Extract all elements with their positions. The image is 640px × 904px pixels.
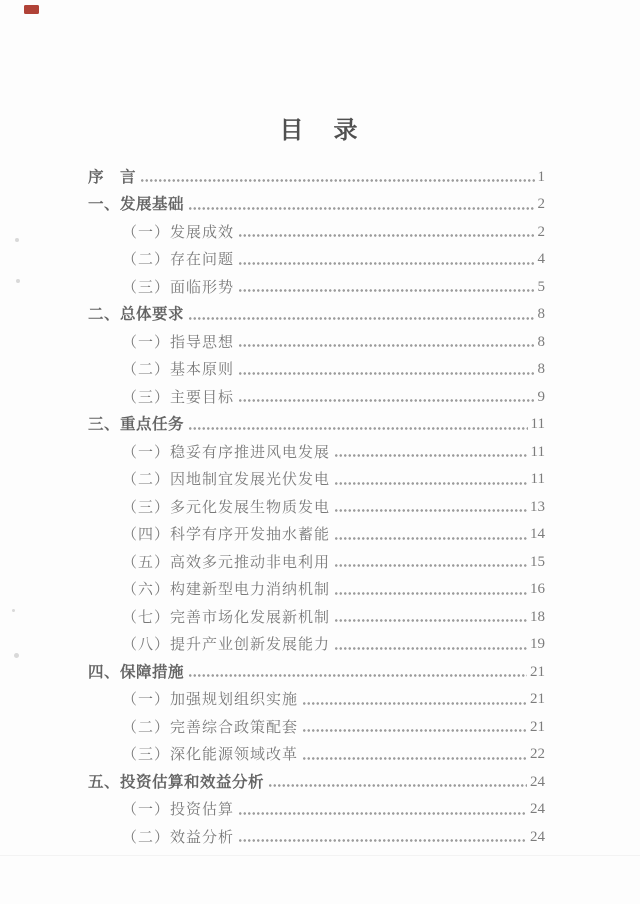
toc-entry: [88, 298, 545, 326]
toc-entry-label: （一）投资估算: [122, 802, 235, 818]
toc-entry-page: 14: [530, 526, 545, 542]
toc-entry-page: 16: [530, 581, 545, 597]
toc-entry: [88, 573, 545, 601]
dot-leader: [238, 820, 527, 848]
toc-entry: [88, 628, 545, 656]
red-ink-mark: [24, 5, 39, 14]
toc-entry-label: （三）多元化发展生物质发电: [122, 499, 331, 516]
toc-entry-label: （一）稳妥有序推进风电发展: [122, 444, 331, 461]
toc-entry-page: 1: [537, 168, 545, 185]
toc-entry-page: 9: [537, 388, 545, 405]
toc-entry: [88, 490, 545, 518]
toc-entry-label: （一）指导思想: [122, 334, 235, 351]
toc-entry-label: 四、保障措施: [88, 663, 185, 681]
toc-entry-label: （三）主要目标: [122, 389, 235, 406]
toc-entry-label: （四）科学有序开发抽水蓄能: [122, 527, 331, 543]
dot-leader: [140, 160, 534, 188]
dot-leader: [334, 463, 528, 491]
toc-entry-label: 三、重点任务: [88, 416, 185, 433]
dot-leader: [302, 710, 527, 738]
toc-entry: [88, 188, 545, 216]
toc-entry-page: 2: [537, 223, 545, 240]
dot-leader: [302, 738, 527, 766]
dot-leader: [238, 353, 534, 381]
toc-entry-page: 24: [530, 828, 545, 845]
toc-entry: [88, 463, 545, 491]
toc-entry: [88, 518, 545, 546]
toc-entry-page: 8: [537, 361, 545, 377]
toc-entry: [88, 765, 545, 793]
toc-entry-label: （二）基本原则: [122, 362, 235, 378]
toc-entry-page: 24: [530, 801, 545, 817]
toc-entry-page: 18: [530, 608, 545, 625]
toc-entry-label: （六）构建新型电力消纳机制: [122, 582, 331, 598]
toc-entry-page: 19: [530, 636, 545, 652]
toc-entry-label: （五）高效多元推动非电利用: [122, 554, 331, 571]
toc-list: [88, 160, 545, 848]
toc-entry-label: （一）发展成效: [122, 224, 235, 241]
toc-entry-page: 8: [537, 333, 545, 350]
dot-leader: [188, 655, 527, 683]
page-title: 目 录: [279, 117, 361, 144]
toc-entry-page: 13: [530, 498, 545, 515]
toc-entry-page: 11: [530, 443, 545, 460]
toc-entry: [88, 325, 545, 353]
dot-leader: [302, 683, 527, 711]
toc-entry-page: 11: [530, 471, 545, 487]
dot-leader: [188, 298, 534, 326]
dot-leader: [334, 600, 527, 628]
dot-leader: [334, 435, 528, 463]
dot-leader: [334, 573, 527, 601]
toc-entry: [88, 655, 545, 683]
dot-leader: [334, 628, 527, 656]
dot-leader: [238, 215, 534, 243]
dot-leader: [238, 243, 534, 271]
toc-entry-page: 22: [530, 746, 545, 762]
toc-entry-label: 五、投资估算和效益分析: [88, 773, 265, 791]
dot-leader: [188, 188, 534, 216]
toc-entry-label: 序 言: [88, 168, 137, 186]
toc-entry: [88, 793, 545, 821]
toc-entry-page: 4: [537, 251, 545, 267]
dot-leader: [334, 545, 527, 573]
toc-entry: [88, 408, 545, 436]
toc-entry-page: 15: [530, 553, 545, 570]
toc-entry-label: （二）效益分析: [122, 829, 235, 846]
toc-entry-page: 21: [530, 718, 545, 735]
toc-entry-label: （二）完善综合政策配套: [122, 719, 299, 736]
toc-entry-label: （七）完善市场化发展新机制: [122, 609, 331, 626]
dot-leader: [334, 518, 527, 546]
dot-leader: [238, 270, 534, 298]
toc-entry-label: （三）面临形势: [122, 279, 235, 296]
toc-entry-page: 11: [530, 416, 545, 432]
toc-entry-label: （二）因地制宜发展光伏发电: [122, 472, 331, 488]
toc-entry: [88, 380, 545, 408]
toc-entry-label: （二）存在问题: [122, 252, 235, 268]
scan-speck: [12, 609, 15, 612]
toc-entry: [88, 435, 545, 463]
toc-entry-page: 21: [530, 691, 545, 707]
toc-entry-label: 二、总体要求: [88, 306, 185, 323]
toc-entry-page: 8: [537, 306, 545, 322]
toc-entry: [88, 710, 545, 738]
toc-entry: [88, 270, 545, 298]
toc-entry-label: 一、发展基础: [88, 196, 185, 213]
scan-speck: [15, 238, 19, 242]
toc-entry: [88, 600, 545, 628]
toc-entry-page: 2: [537, 196, 545, 212]
toc-entry-page: 24: [530, 773, 545, 790]
scan-speck: [16, 279, 20, 283]
toc-entry: [88, 738, 545, 766]
dot-leader: [238, 380, 534, 408]
dot-leader: [188, 408, 528, 436]
toc-entry: [88, 243, 545, 271]
dot-leader: [238, 793, 527, 821]
toc-entry-label: （八）提升产业创新发展能力: [122, 637, 331, 653]
toc-entry: [88, 683, 545, 711]
dot-leader: [238, 325, 534, 353]
toc-entry-label: （三）深化能源领域改革: [122, 747, 299, 763]
toc-entry-page: 21: [530, 663, 545, 680]
toc-entry: [88, 160, 545, 188]
toc-entry-label: （一）加强规划组织实施: [122, 692, 299, 708]
toc-entry: [88, 545, 545, 573]
scan-artifact-line: [0, 855, 640, 856]
toc-entry-page: 5: [537, 278, 545, 295]
toc-entry: [88, 215, 545, 243]
dot-leader: [334, 490, 527, 518]
dot-leader: [268, 765, 527, 793]
toc-entry: [88, 820, 545, 848]
scan-speck: [14, 653, 19, 658]
toc-entry: [88, 353, 545, 381]
